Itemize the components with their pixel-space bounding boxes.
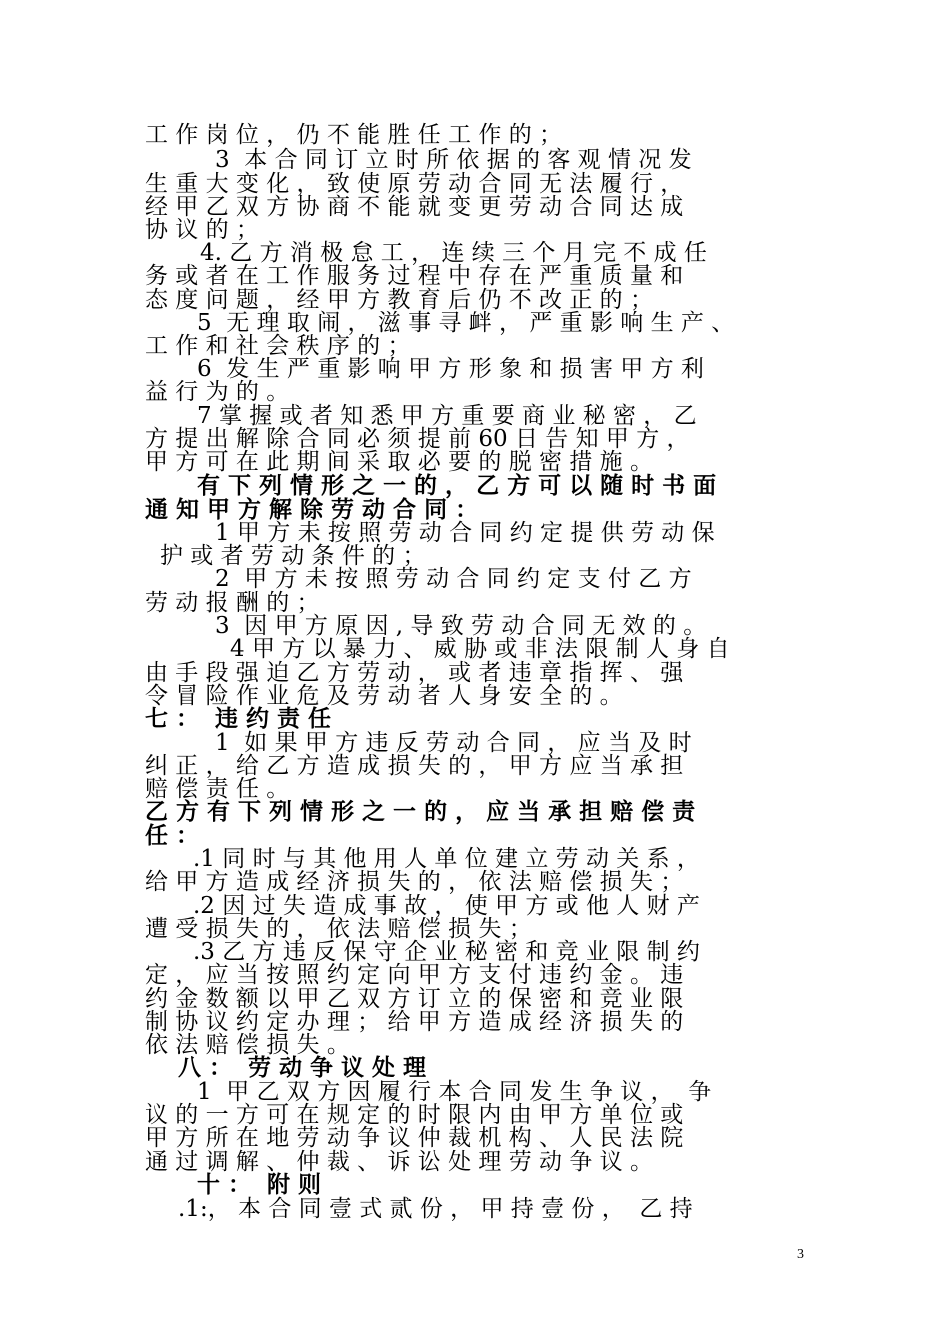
text-line-28: 纠 正 ， 给 乙 方 造 成 损 失 的 ， 甲 方 应 当 承 担 xyxy=(145,753,684,779)
text-line-15: 甲 方 可 在 此 期 间 采 取 必 要 的 脱 密 措 施 。 xyxy=(145,449,653,475)
text-line-1: 工 作 岗 位 ， 仍 不 能 胜 任 工 作 的 ； xyxy=(145,122,563,148)
section-heading-line: 有 下 列 情 形 之 一 的 ， 乙 方 可 以 随 时 书 面 xyxy=(197,473,717,499)
text-line-21: 劳 动 报 酬 的 ； xyxy=(145,590,320,616)
text-line-14: 方 提 出 解 除 合 同 必 须 提 前 60 日 告 知 甲 方 ， xyxy=(145,426,690,452)
text-line-2: 3 本 合 同 订 立 时 所 依 据 的 客 观 情 况 发 xyxy=(215,147,692,173)
text-line-42: 1 甲 乙 双 方 因 履 行 本 合 同 发 生 争 议 ， 争 xyxy=(197,1079,712,1105)
text-line-33: 给 甲 方 造 成 经 济 损 失 的 ， 依 法 赔 偿 损 失 ； xyxy=(145,869,684,895)
section-heading-line: 任 ： xyxy=(145,823,200,849)
text-line-35: 遭 受 损 失 的 ， 依 法 赔 偿 损 失 ； xyxy=(145,916,532,942)
text-line-7: 务 或 者 在 工 作 服 务 过 程 中 存 在 严 重 质 量 和 xyxy=(145,263,684,289)
text-line-5: 协 议 的 ； xyxy=(145,217,259,243)
text-line-12: 益 行 为 的 。 xyxy=(145,379,290,405)
text-line-37: 定 ， 应 当 按 照 约 定 向 甲 方 支 付 违 约 金 。 违 xyxy=(145,962,684,988)
text-line-44: 甲 方 所 在 地 劳 动 争 议 仲 裁 机 构 、 人 民 法 院 xyxy=(145,1125,684,1151)
text-line-23: 4 甲 方 以 暴 力 、 威 胁 或 非 法 限 制 人 身 自 xyxy=(230,636,730,662)
text-line-9: 5 无 理 取 闹 ， 滋 事 寻 衅 ， 严 重 影 响 生 产 、 xyxy=(197,310,735,336)
text-line-43: 议 的 一 方 可 在 规 定 的 时 限 内 由 甲 方 单 位 或 xyxy=(145,1102,684,1128)
text-line-45: 通 过 调 解 、 仲 裁 、 诉 讼 处 理 劳 动 争 议 。 xyxy=(145,1149,653,1175)
text-line-8: 态 度 问 题 ， 经 甲 方 教 育 后 仍 不 改 正 的 ； xyxy=(145,287,653,313)
text-line-18: 1 甲 方 未 按 照 劳 动 合 同 约 定 提 供 劳 动 保 xyxy=(215,520,715,546)
text-line-25: 令 冒 险 作 业 危 及 劳 动 者 人 身 安 全 的 。 xyxy=(145,683,623,709)
text-line-29: 赔 偿 责 任 。 xyxy=(145,776,290,802)
text-line-19: 护 或 者 劳 动 条 件 的 ； xyxy=(160,543,426,569)
section-heading-line: 乙 方 有 下 列 情 形 之 一 的 ， 应 当 承 担 赔 偿 责 xyxy=(145,799,696,825)
section-heading-seven: 七 ： 违 约 责 任 xyxy=(145,706,332,732)
section-heading-eight: 八 ： 劳 动 争 议 处 理 xyxy=(178,1055,427,1081)
text-line-36: .3 乙 方 违 反 保 守 企 业 秘 密 和 竞 业 限 制 约 xyxy=(193,939,700,965)
text-line-20: 2 甲 方 未 按 照 劳 动 合 同 约 定 支 付 乙 方 xyxy=(215,566,692,592)
text-line-6: 4. 乙 方 消 极 怠 工 ， 连 续 三 个 月 完 不 成 任 xyxy=(200,240,707,266)
section-heading-line: 通 知 甲 方 解 除 劳 动 合 同 ： xyxy=(145,497,479,523)
text-line-38: 约 金 数 额 以 甲 乙 双 方 订 立 的 保 密 和 竞 业 限 xyxy=(145,986,684,1012)
text-line-24: 由 手 段 强 迫 乙 方 劳 动 ， 或 者 违 章 指 挥 、 强 xyxy=(145,660,684,686)
text-line-3: 生 重 大 变 化 ， 致 使 原 劳 动 合 同 无 法 履 行 ， xyxy=(145,171,684,197)
text-line-13: 7 掌 握 或 者 知 悉 甲 方 重 要 商 业 秘 密 ， 乙 xyxy=(197,403,697,429)
text-line-11: 6 发 生 严 重 影 响 甲 方 形 象 和 损 害 甲 方 利 xyxy=(197,356,704,382)
section-heading-ten: 十 ： 附 则 xyxy=(197,1172,322,1198)
text-line-40: 依 法 赔 偿 损 失 。 xyxy=(145,1032,350,1058)
text-line-10: 工 作 和 社 会 秩 序 的 ； xyxy=(145,333,411,359)
text-line-32: .1 同 时 与 其 他 用 人 单 位 建 立 劳 动 关 系 ， xyxy=(193,846,700,872)
text-line-22: 3 因 甲 方 原 因 , 导 致 劳 动 合 同 无 效 的 。 xyxy=(215,613,707,639)
page-number: 3 xyxy=(797,1247,804,1262)
text-line-34: .2 因 过 失 造 成 事 故 ， 使 甲 方 或 他 人 财 产 xyxy=(193,893,700,919)
text-line-47: .1:， 本 合 同 壹 式 贰 份 ， 甲 持 壹 份 ， 乙 持 xyxy=(178,1196,693,1222)
text-line-39: 制 协 议 约 定 办 理 ； 给 甲 方 造 成 经 济 损 失 的 xyxy=(145,1009,684,1035)
text-line-27: 1 如 果 甲 方 违 反 劳 动 合 同 ， 应 当 及 时 xyxy=(215,730,692,756)
text-line-4: 经 甲 乙 双 方 协 商 不 能 就 变 更 劳 动 合 同 达 成 xyxy=(145,194,684,220)
